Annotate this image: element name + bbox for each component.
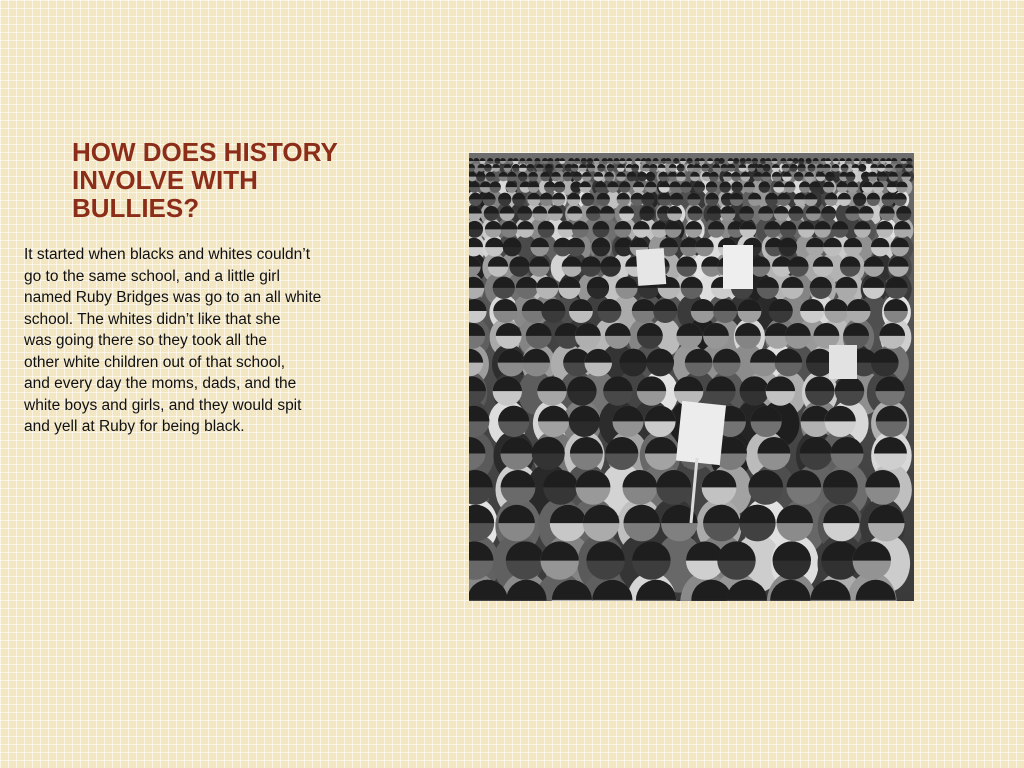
title-line-3: BULLIES? [72,193,200,223]
body-line-1: It started when blacks and whites couldn’t [24,246,311,263]
body-line-4: school. The whites didn’t like that she [24,310,281,328]
body-line-7: and every day the moms, dads, and the [24,375,297,392]
body-paragraph [24,244,384,438]
crowd-photo-image [469,153,914,601]
crowd-photo [469,153,914,601]
body-line-6: other white children out of that school, [24,353,286,371]
slide-title [72,138,402,222]
body-line-5: was going there so they took all the [24,332,267,349]
title-line-2: INVOLVE WITH [72,165,258,195]
body-line-9: and yell at Ruby for being black. [24,418,245,435]
body-line-3: named Ruby Bridges was go to an all white [24,289,322,306]
title-line-1: HOW DOES HISTORY [72,137,338,167]
body-line-8: white boys and girls, and they would spit [24,396,302,414]
body-line-2: go to the same school, and a little girl [24,267,280,285]
